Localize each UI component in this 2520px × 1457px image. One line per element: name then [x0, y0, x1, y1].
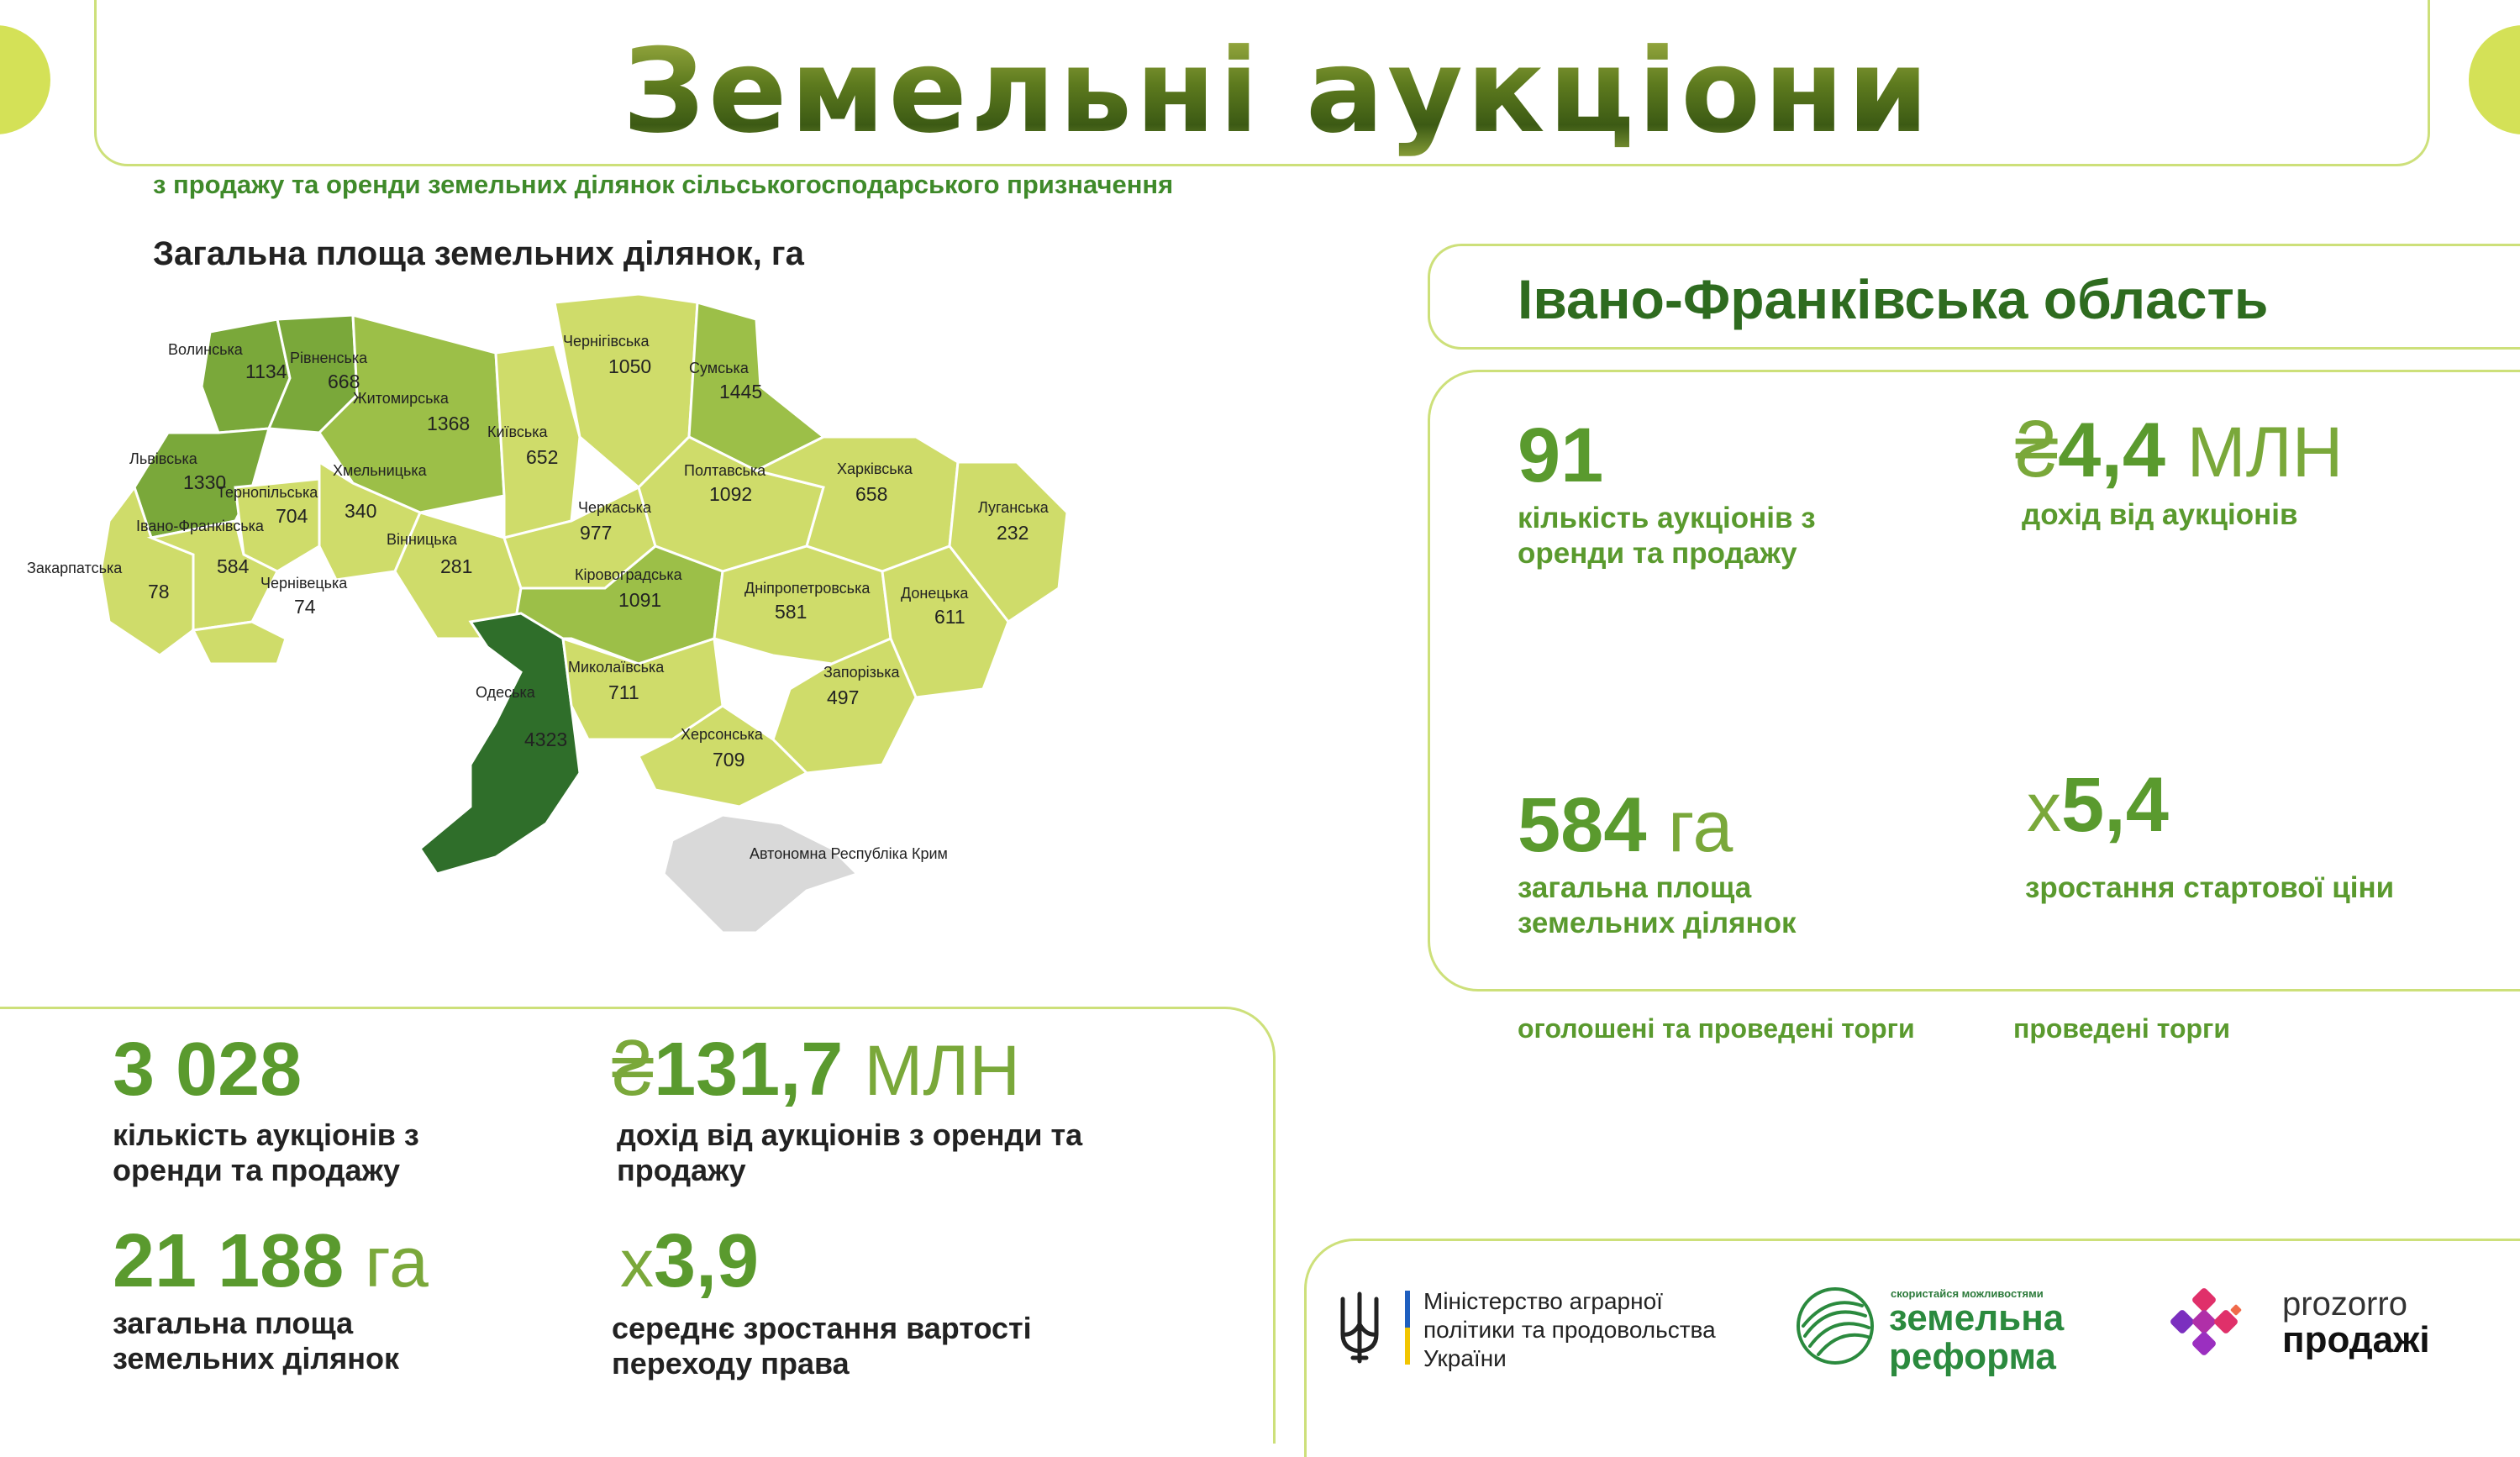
map-region-name: Львівська — [129, 450, 197, 467]
map-region-name: Житомирська — [353, 390, 449, 407]
region-income-label: дохід від аукціонів — [2022, 498, 2298, 531]
region-growth-label: зростання стартової ціни — [2025, 871, 2395, 904]
map-region-value: 977 — [580, 522, 613, 544]
total-growth-label: середнє зростання вартості переходу права — [612, 1311, 1032, 1381]
total-growth-value: х3,9 — [620, 1219, 760, 1303]
map-region-value: 652 — [526, 446, 559, 468]
region-auctions-value: 91 — [1518, 413, 1604, 498]
map-region-value: 497 — [827, 686, 860, 708]
total-income-label: дохід від аукціонів з оренди та продажу — [617, 1118, 1083, 1187]
note-announced: оголошені та проведені торги — [1518, 1013, 1915, 1044]
map-region-value: 1330 — [183, 471, 227, 493]
map-region-value: 584 — [217, 555, 250, 577]
map-region-name: Івано-Франківська — [136, 518, 264, 534]
map-region-name: Запорізька — [823, 664, 900, 681]
map-region-value: 232 — [997, 522, 1029, 544]
map-region-value: 1134 — [245, 360, 287, 382]
reform-logo-icon — [1795, 1286, 1876, 1366]
region-auctions-label: кількість аукціонів з оренди та продажу — [1518, 502, 1816, 570]
map-region-name: Кіровоградська — [575, 566, 682, 583]
map-region-value: 1092 — [709, 483, 753, 505]
map-region-name: Хмельницька — [333, 462, 427, 479]
note-held: проведені торги — [2013, 1013, 2231, 1044]
prozorro-logo-icon — [2163, 1286, 2247, 1361]
ministry-logo-text: Міністерство аграрної політики та продовольства України — [1423, 1288, 1716, 1371]
map-title: Загальна площа земельних ділянок, га — [153, 235, 804, 272]
map-region-value: 711 — [608, 681, 639, 703]
map-region-name: Тернопільська — [217, 484, 318, 501]
ukraine-map — [0, 269, 1109, 958]
reform-slogan: скористайся можливостями — [1891, 1287, 2044, 1300]
map-regions — [101, 294, 1067, 933]
region-growth-value: х5,4 — [2027, 762, 2169, 848]
region-area-value: 584 га — [1518, 782, 1733, 868]
map-region-name: Рівненська — [290, 350, 368, 366]
map-region-value: 340 — [345, 500, 377, 522]
map-region-value: 281 — [440, 555, 473, 577]
map-region-name: Одеська — [476, 684, 535, 701]
map-region-value: 1368 — [427, 413, 471, 434]
map-region-value: 704 — [276, 505, 308, 527]
map-region-name: Донецька — [901, 585, 969, 602]
region-income-value: ₴4,4 МЛН — [2015, 408, 2344, 493]
map-region-name: Чернівецька — [260, 575, 348, 592]
reform-name: земельна реформа — [1889, 1297, 2065, 1377]
map-region-value: 1050 — [608, 355, 652, 377]
prozorro-top-text: prozorro — [2282, 1286, 2407, 1323]
map-region-value: 78 — [148, 581, 170, 602]
region-title: Івано-Франківська область — [1518, 268, 2269, 330]
total-auctions-label: кількість аукціонів з оренди та продажу — [113, 1118, 419, 1187]
map-region-value: 74 — [294, 596, 316, 618]
trident-icon — [1336, 1291, 1383, 1365]
map-region-name: Черкаська — [578, 499, 651, 516]
map-region-name: Херсонська — [681, 726, 763, 743]
region-area-label: загальна площа земельних ділянок — [1518, 871, 1797, 939]
map-region-value: 4323 — [524, 728, 568, 750]
total-auctions-value: 3 028 — [113, 1028, 303, 1112]
map-region-name: Дніпропетровська — [744, 580, 871, 597]
map-region-name: Харківська — [837, 460, 913, 477]
total-income-value: ₴131,7 МЛН — [612, 1028, 1021, 1112]
total-area-value: 21 188 га — [113, 1219, 429, 1303]
map-region-name: Сумська — [689, 360, 749, 376]
map-region-name: Київська — [487, 423, 548, 440]
map-region-name: Автономна Республіка Крим — [750, 845, 948, 862]
map-region-value: 611 — [934, 606, 965, 628]
map-region-value: 1445 — [719, 381, 763, 402]
map-region-name: Миколаївська — [568, 659, 665, 676]
flag-yellow-bar — [1405, 1328, 1410, 1365]
prozorro-bottom-text: продажі — [2282, 1319, 2430, 1360]
page-title: Земельні аукціони — [0, 24, 2520, 159]
map-region-name: Волинська — [168, 341, 243, 358]
map-region-value: 658 — [855, 483, 888, 505]
map-region-name: Закарпатська — [27, 560, 123, 576]
map-region — [664, 815, 857, 933]
map-region-value: 1091 — [618, 589, 662, 611]
map-region-name: Вінницька — [387, 531, 457, 548]
map-region-name: Луганська — [978, 499, 1049, 516]
map-region — [193, 622, 286, 664]
page-subtitle: з продажу та оренди земельних ділянок сільськогосподарського призначення — [153, 170, 1174, 199]
flag-blue-bar — [1405, 1291, 1410, 1328]
total-area-label: загальна площа земельних ділянок — [113, 1306, 399, 1375]
map-region-value: 581 — [775, 601, 808, 623]
map-region-value: 668 — [328, 371, 360, 392]
map-region-value: 709 — [713, 749, 745, 771]
map-region-name: Полтавська — [684, 462, 766, 479]
map-region-name: Чернігівська — [563, 333, 650, 350]
